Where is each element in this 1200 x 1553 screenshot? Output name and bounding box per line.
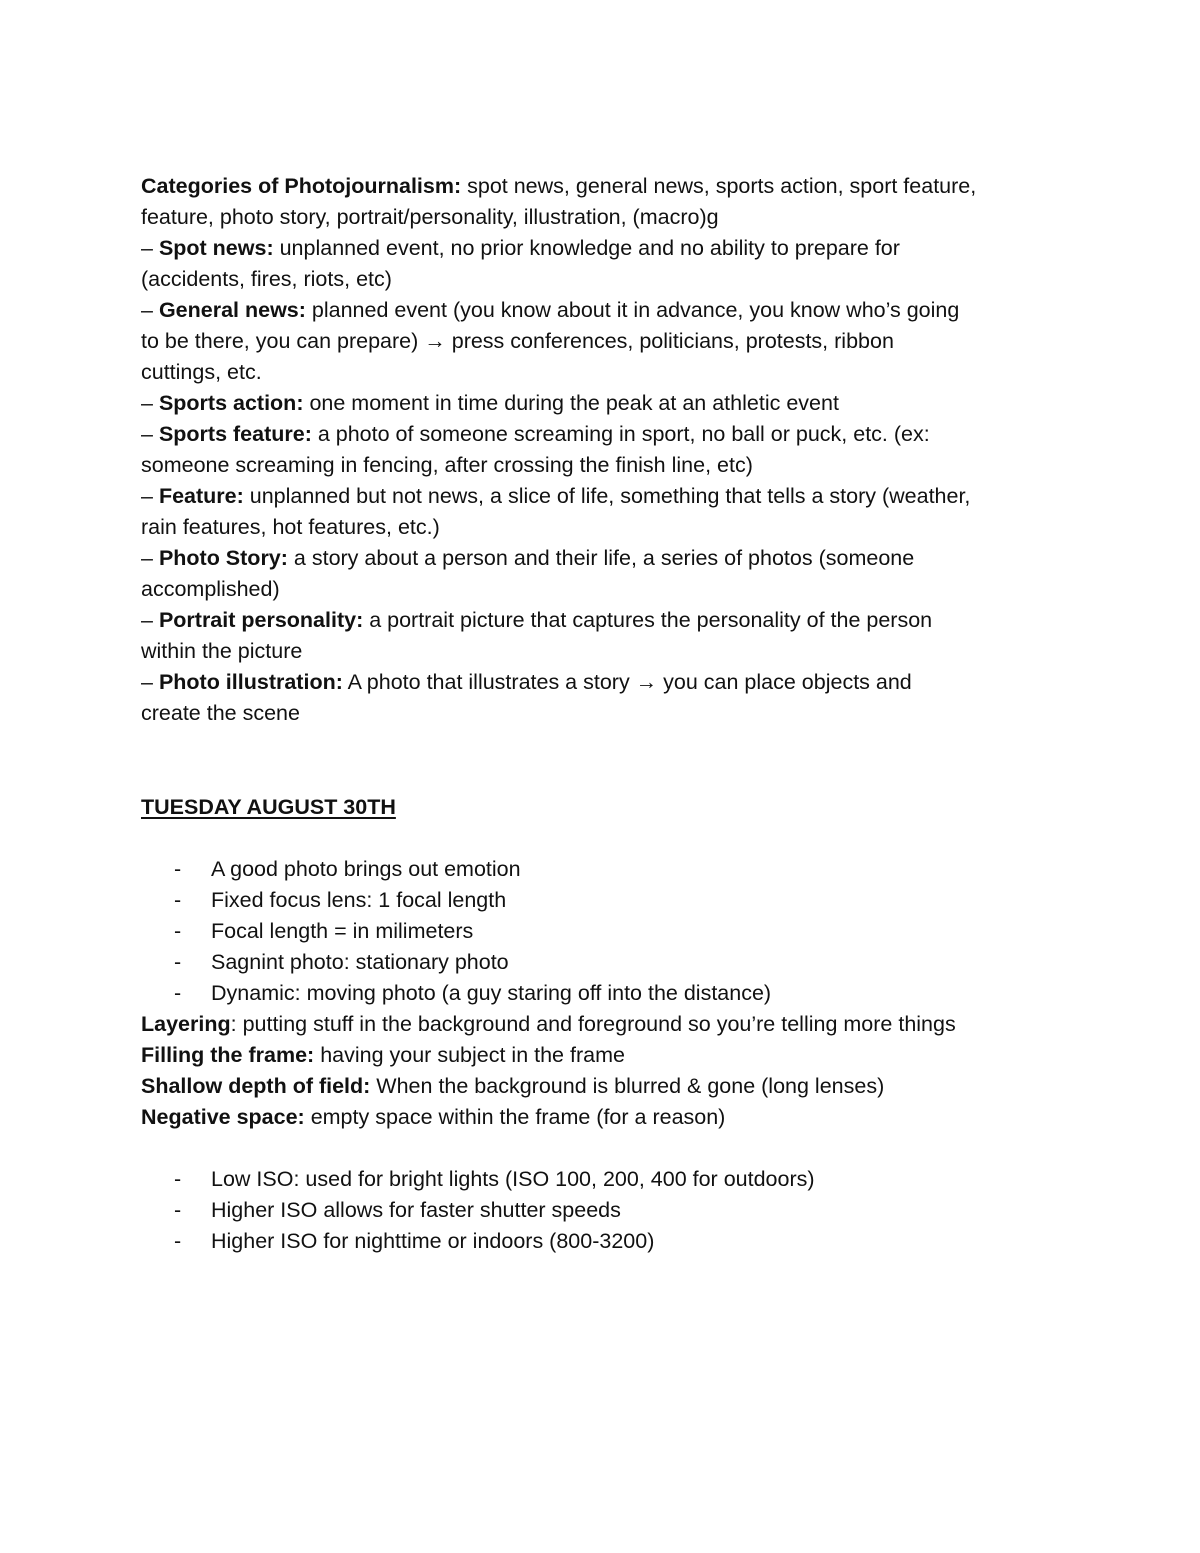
term-text: having your subject in the frame	[314, 1043, 625, 1067]
spacer	[141, 729, 1071, 792]
category-text: A photo that illustrates a story → you can place objects and	[342, 670, 912, 694]
category-photo-illustration	[141, 667, 1071, 698]
term-label: Layering	[141, 1012, 231, 1036]
category-dash: –	[141, 236, 159, 260]
term-text: empty space within the frame (for a reason)	[304, 1105, 726, 1129]
categories-intro-label: Categories of Photojournalism:	[141, 174, 462, 198]
category-text: create the scene	[141, 701, 300, 725]
category-dash: –	[141, 298, 159, 322]
list-item	[141, 1164, 1071, 1195]
bullet-text: Dynamic: moving photo (a guy staring off into the distance)	[211, 981, 772, 1005]
category-text: a portrait picture that captures the personality of the person	[363, 608, 933, 632]
category-sports-feature-cont	[141, 450, 1071, 481]
categories-intro-line-1	[141, 171, 1071, 202]
categories-intro-text-2: feature, photo story, portrait/personality, illustration, (macro)g	[141, 205, 719, 229]
category-dash: –	[141, 670, 159, 694]
category-text: planned event (you know about it in advance, you know who’s going	[305, 298, 960, 322]
category-label: Sports action:	[158, 391, 304, 415]
category-label: Photo illustration:	[158, 670, 343, 694]
category-label: Photo Story:	[158, 546, 288, 570]
category-text: (accidents, fires, riots, etc)	[141, 267, 392, 291]
category-label: Feature:	[158, 484, 244, 508]
category-label: General news:	[158, 298, 306, 322]
category-portrait-personality-cont	[141, 636, 1071, 667]
section-heading: TUESDAY AUGUST 30TH	[141, 795, 396, 819]
category-text: to be there, you can prepare) → press conferences, politicians, protests, ribbon	[141, 329, 894, 353]
category-general-news	[141, 295, 1071, 326]
category-text: unplanned but not news, a slice of life, something that tells a story (weather,	[243, 484, 971, 508]
list-item	[141, 885, 1071, 916]
category-sports-feature	[141, 419, 1071, 450]
category-photo-story	[141, 543, 1071, 574]
bullet-dash: -	[174, 1229, 182, 1253]
bullet-text: Fixed focus lens: 1 focal length	[211, 888, 507, 912]
category-label: Sports feature:	[158, 422, 312, 446]
bullet-dash: -	[174, 981, 182, 1005]
list-item	[141, 947, 1071, 978]
term-label: Filling the frame:	[141, 1043, 315, 1067]
bullet-text: A good photo brings out emotion	[211, 857, 521, 881]
category-dash: –	[141, 546, 159, 570]
category-photo-illustration-cont	[141, 698, 1071, 729]
category-label: Portrait personality:	[158, 608, 364, 632]
categories-intro-line-2	[141, 202, 1071, 233]
bullet-dash: -	[174, 950, 182, 974]
list-item	[141, 1226, 1071, 1257]
term-shallow-depth-of-field	[141, 1071, 1071, 1102]
term-layering	[141, 1009, 1071, 1040]
category-text: someone screaming in fencing, after crossing the finish line, etc)	[141, 453, 753, 477]
list-item	[141, 916, 1071, 947]
list-item	[141, 978, 1071, 1009]
term-text: When the background is blurred & gone (long lenses)	[370, 1074, 885, 1098]
category-dash: –	[141, 484, 159, 508]
category-text: within the picture	[141, 639, 303, 663]
term-negative-space	[141, 1102, 1071, 1133]
category-portrait-personality	[141, 605, 1071, 636]
bullet-text: Higher ISO for nighttime or indoors (800-3200)	[211, 1229, 655, 1253]
bullet-dash: -	[174, 857, 182, 881]
category-text: a photo of someone screaming in sport, no ball or puck, etc. (ex:	[311, 422, 930, 446]
category-text: accomplished)	[141, 577, 280, 601]
category-text: cuttings, etc.	[141, 360, 262, 384]
bullet-dash: -	[174, 888, 182, 912]
category-text: unplanned event, no prior knowledge and no ability to prepare for	[273, 236, 900, 260]
category-feature	[141, 481, 1071, 512]
category-dash: –	[141, 608, 159, 632]
categories-intro-text-1: spot news, general news, sports action, sport feature,	[461, 174, 977, 198]
spacer	[141, 823, 1071, 854]
term-filling-the-frame	[141, 1040, 1071, 1071]
list-item	[141, 854, 1071, 885]
category-general-news-cont	[141, 326, 1071, 357]
bullet-dash: -	[174, 1198, 182, 1222]
category-text: a story about a person and their life, a series of photos (someone	[287, 546, 915, 570]
category-text: rain features, hot features, etc.)	[141, 515, 440, 539]
category-label: Spot news:	[158, 236, 274, 260]
category-spot-news	[141, 233, 1071, 264]
category-sports-action	[141, 388, 1071, 419]
term-label: Shallow depth of field:	[141, 1074, 371, 1098]
spacer	[141, 1133, 1071, 1164]
category-dash: –	[141, 391, 159, 415]
bullet-text: Higher ISO allows for faster shutter speeds	[211, 1198, 621, 1222]
category-feature-cont	[141, 512, 1071, 543]
category-photo-story-cont	[141, 574, 1071, 605]
term-label: Negative space:	[141, 1105, 305, 1129]
term-text: : putting stuff in the background and foreground so you’re telling more things	[230, 1012, 956, 1036]
bullet-dash: -	[174, 1167, 182, 1191]
bullet-text: Sagnint photo: stationary photo	[211, 950, 509, 974]
category-spot-news-cont	[141, 264, 1071, 295]
category-general-news-cont	[141, 357, 1071, 388]
list-item	[141, 1195, 1071, 1226]
category-dash: –	[141, 422, 159, 446]
bullet-text: Low ISO: used for bright lights (ISO 100, 200, 400 for outdoors)	[211, 1167, 815, 1191]
category-text: one moment in time during the peak at an athletic event	[303, 391, 839, 415]
bullet-dash: -	[174, 919, 182, 943]
bullet-text: Focal length = in milimeters	[211, 919, 474, 943]
document-page	[141, 171, 1071, 1257]
